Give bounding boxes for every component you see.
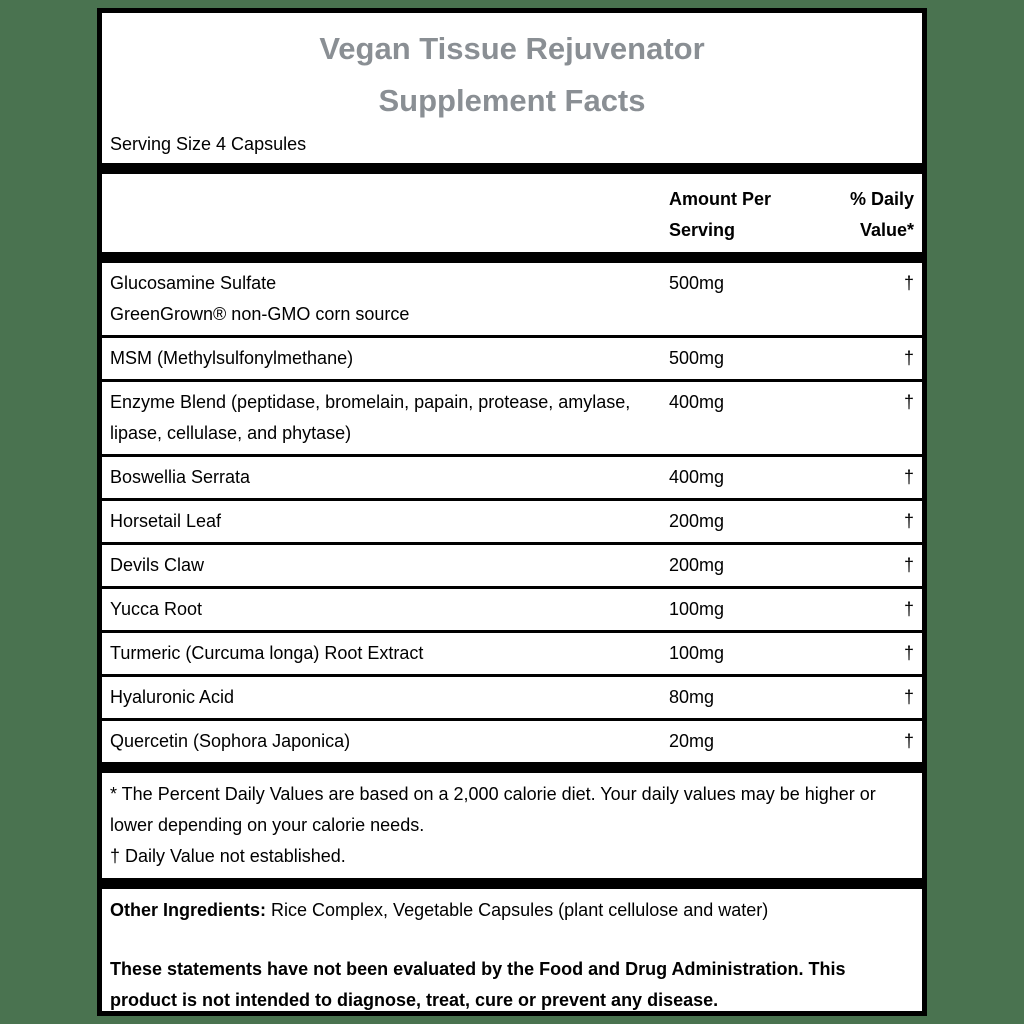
table-header-row [102, 174, 922, 252]
table-row [102, 338, 922, 382]
ingredient-name: Quercetin (Sophora Japonica) [110, 731, 351, 751]
table-row [102, 545, 922, 589]
divider-bar-header [102, 252, 922, 263]
header-amount-per-serving: Amount Per Serving [669, 189, 772, 240]
table-row [102, 721, 922, 762]
ingredient-name: MSM (Methylsulfonylmethane) [110, 348, 354, 368]
ingredient-daily-value: † [903, 731, 914, 751]
ingredient-daily-value: † [903, 273, 914, 293]
table-row [102, 501, 922, 545]
table-row [102, 589, 922, 633]
title-block [102, 23, 922, 127]
other-ingredients-section [102, 889, 922, 1016]
ingredient-amount: 80mg [669, 687, 715, 707]
ingredient-amount: 20mg [669, 731, 715, 751]
ingredient-name: Boswellia Serrata [110, 467, 251, 487]
other-ingredients-text: Rice Complex, Vegetable Capsules (plant cellulose and water) [266, 900, 769, 920]
header-ingredient-column [110, 184, 669, 246]
ingredient-daily-value: † [903, 348, 914, 368]
footnote-section [102, 773, 922, 878]
divider-bar-footnote [102, 762, 922, 773]
serving-size-text: Serving Size 4 Capsules [110, 134, 307, 154]
header-percent-daily-value: % Daily Value* [849, 189, 914, 240]
ingredient-table [102, 263, 922, 762]
daily-value-footnote: * The Percent Daily Values are based on a 2,000 calorie diet. Your daily values may be higher or lower depending on your calorie needs. [110, 784, 876, 835]
ingredient-daily-value: † [903, 599, 914, 619]
ingredient-amount: 100mg [669, 643, 725, 663]
ingredient-daily-value: † [903, 511, 914, 531]
ingredient-amount: 100mg [669, 599, 725, 619]
ingredient-name: Yucca Root [110, 599, 203, 619]
fda-disclaimer: These statements have not been evaluated by the Food and Drug Administration. This product is not intended to diagnose, treat, cure or prevent any disease. [110, 959, 846, 1010]
ingredient-name: Devils Claw [110, 555, 205, 575]
table-row [102, 633, 922, 677]
ingredient-name: Enzyme Blend (peptidase, bromelain, papain, protease, amylase, lipase, cellulase, and phytase) [110, 392, 631, 443]
ingredient-daily-value: † [903, 555, 914, 575]
dagger-footnote: † Daily Value not established. [110, 846, 346, 866]
ingredient-daily-value: † [903, 687, 914, 707]
ingredient-daily-value: † [903, 392, 914, 412]
ingredient-detail: GreenGrown® non-GMO corn source [110, 304, 410, 324]
ingredient-name: Hyaluronic Acid [110, 687, 235, 707]
ingredient-name: Glucosamine Sulfate GreenGrown® non-GMO corn source [110, 268, 669, 330]
table-row [102, 263, 922, 338]
divider-bar-other [102, 878, 922, 889]
ingredient-amount: 500mg [669, 348, 725, 368]
table-row [102, 457, 922, 501]
supplement-facts-panel [97, 8, 927, 1016]
table-row [102, 382, 922, 457]
ingredient-amount: 500mg [669, 273, 725, 293]
product-title: Vegan Tissue Rejuvenator [319, 31, 705, 66]
ingredient-amount: 400mg [669, 467, 725, 487]
ingredient-name: Turmeric (Curcuma longa) Root Extract [110, 643, 424, 663]
other-ingredients-line [110, 895, 914, 926]
other-ingredients-label: Other Ingredients: [110, 900, 267, 920]
ingredient-amount: 400mg [669, 392, 725, 412]
ingredient-daily-value: † [903, 643, 914, 663]
ingredient-daily-value: † [903, 467, 914, 487]
supplement-facts-heading: Supplement Facts [378, 83, 646, 118]
ingredient-amount: 200mg [669, 511, 725, 531]
ingredient-name: Horsetail Leaf [110, 511, 222, 531]
ingredient-amount: 200mg [669, 555, 725, 575]
table-row [102, 677, 922, 721]
divider-bar-top [102, 163, 922, 174]
